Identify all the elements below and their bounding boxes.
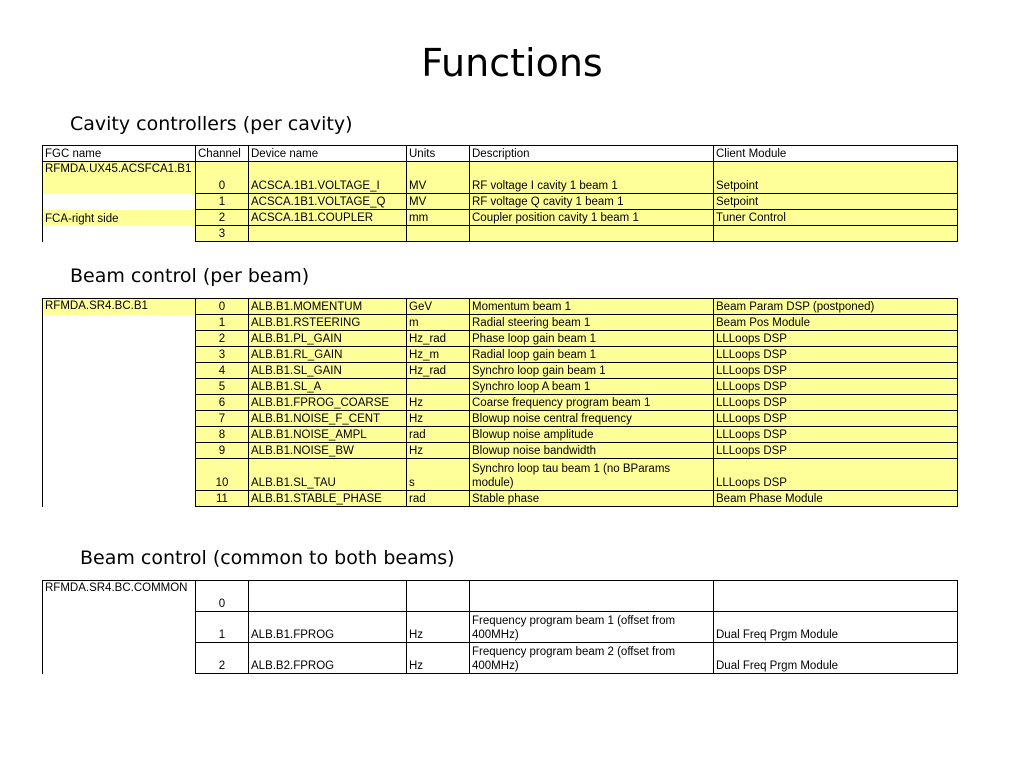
channel-cell: 6 xyxy=(196,395,249,411)
section-heading-beam-control-common: Beam control (common to both beams) xyxy=(80,547,455,569)
description-cell: Synchro loop tau beam 1 (no BParams module) xyxy=(470,459,714,491)
client-module-cell: LLLoops DSP xyxy=(714,347,958,363)
channel-cell: 0 xyxy=(196,581,249,612)
units-cell: Hz xyxy=(407,395,470,411)
client-module-cell: Dual Freq Prgm Module xyxy=(714,612,958,643)
channel-cell: 8 xyxy=(196,427,249,443)
description-cell: Phase loop gain beam 1 xyxy=(470,331,714,347)
units-cell: Hz_m xyxy=(407,347,470,363)
description-cell: Radial loop gain beam 1 xyxy=(470,347,714,363)
client-module-cell xyxy=(714,226,958,242)
header-cell-channel: Channel xyxy=(196,146,249,162)
description-cell: Coupler position cavity 1 beam 1 xyxy=(470,210,714,226)
table-row xyxy=(43,459,958,491)
description-cell: Radial steering beam 1 xyxy=(470,315,714,331)
device-name-cell: ALB.B1.SL_TAU xyxy=(249,459,407,491)
table-row xyxy=(43,194,958,210)
table-row xyxy=(43,427,958,443)
table-row xyxy=(43,363,958,379)
units-cell: Hz_rad xyxy=(407,363,470,379)
fgc-name-cell xyxy=(43,226,196,242)
description-cell xyxy=(470,226,714,242)
fgc-name-cell xyxy=(43,315,196,331)
channel-cell: 10 xyxy=(196,459,249,491)
beam-control-common-table xyxy=(42,580,958,674)
slide-title: Functions xyxy=(421,41,603,85)
table-row xyxy=(43,379,958,395)
description-cell: Coarse frequency program beam 1 xyxy=(470,395,714,411)
units-cell: rad xyxy=(407,427,470,443)
description-cell xyxy=(470,581,714,612)
client-module-cell xyxy=(714,581,958,612)
description-cell: Frequency program beam 2 (offset from 400MHz) xyxy=(470,643,714,674)
units-cell: rad xyxy=(407,491,470,507)
channel-cell: 7 xyxy=(196,411,249,427)
table-row xyxy=(43,162,958,194)
device-name-cell: ALB.B2.FPROG xyxy=(249,643,407,674)
fgc-name-cell: FCA-right side xyxy=(43,210,196,226)
description-cell: Blowup noise amplitude xyxy=(470,427,714,443)
fgc-name-cell xyxy=(43,443,196,459)
description-cell: Synchro loop gain beam 1 xyxy=(470,363,714,379)
fgc-name-cell xyxy=(43,347,196,363)
client-module-cell: Dual Freq Prgm Module xyxy=(714,643,958,674)
device-name-cell: ALB.B1.SL_GAIN xyxy=(249,363,407,379)
client-module-cell: LLLoops DSP xyxy=(714,443,958,459)
fgc-name-cell xyxy=(43,411,196,427)
beam-control-per-beam-table xyxy=(42,298,958,507)
fgc-name-cell xyxy=(43,363,196,379)
units-cell xyxy=(407,379,470,395)
fgc-name-cell xyxy=(43,643,196,674)
table-row xyxy=(43,491,958,507)
section-heading-cavity-controllers: Cavity controllers (per cavity) xyxy=(70,113,353,135)
table-row xyxy=(43,210,958,226)
units-cell: Hz xyxy=(407,443,470,459)
device-name-cell xyxy=(249,581,407,612)
channel-cell: 2 xyxy=(196,210,249,226)
units-cell: Hz xyxy=(407,643,470,674)
device-name-cell: ACSCA.1B1.VOLTAGE_I xyxy=(249,162,407,194)
header-cell-device-name: Device name xyxy=(249,146,407,162)
table-row xyxy=(43,411,958,427)
fgc-name-cell: RFMDA.SR4.BC.COMMON xyxy=(43,581,196,612)
fgc-name-cell xyxy=(43,194,196,210)
client-module-cell: LLLoops DSP xyxy=(714,411,958,427)
units-cell: GeV xyxy=(407,299,470,315)
table-row xyxy=(43,581,958,612)
channel-cell: 2 xyxy=(196,331,249,347)
units-cell: m xyxy=(407,315,470,331)
client-module-cell: LLLoops DSP xyxy=(714,395,958,411)
units-cell: Hz_rad xyxy=(407,331,470,347)
channel-cell: 3 xyxy=(196,347,249,363)
client-module-cell: LLLoops DSP xyxy=(714,379,958,395)
fgc-name-cell: RFMDA.SR4.BC.B1 xyxy=(43,299,196,315)
device-name-cell xyxy=(249,226,407,242)
table-row xyxy=(43,643,958,674)
header-cell-description: Description xyxy=(470,146,714,162)
device-name-cell: ACSCA.1B1.COUPLER xyxy=(249,210,407,226)
fgc-name-cell xyxy=(43,612,196,643)
device-name-cell: ALB.B1.FPROG_COARSE xyxy=(249,395,407,411)
description-cell: Stable phase xyxy=(470,491,714,507)
units-cell: MV xyxy=(407,194,470,210)
description-cell: Blowup noise bandwidth xyxy=(470,443,714,459)
device-name-cell: ALB.B1.SL_A xyxy=(249,379,407,395)
table-row xyxy=(43,299,958,315)
device-name-cell: ALB.B1.MOMENTUM xyxy=(249,299,407,315)
table-row xyxy=(43,331,958,347)
fgc-name-cell xyxy=(43,395,196,411)
table-row xyxy=(43,443,958,459)
channel-cell: 0 xyxy=(196,299,249,315)
channel-cell: 2 xyxy=(196,643,249,674)
fgc-name-cell xyxy=(43,459,196,491)
table-row xyxy=(43,226,958,242)
channel-cell: 4 xyxy=(196,363,249,379)
client-module-cell: Beam Pos Module xyxy=(714,315,958,331)
description-cell: Synchro loop A beam 1 xyxy=(470,379,714,395)
fgc-name-cell xyxy=(43,427,196,443)
units-cell: s xyxy=(407,459,470,491)
description-cell: RF voltage I cavity 1 beam 1 xyxy=(470,162,714,194)
units-cell: mm xyxy=(407,210,470,226)
units-cell xyxy=(407,226,470,242)
device-name-cell: ALB.B1.RSTEERING xyxy=(249,315,407,331)
channel-cell: 1 xyxy=(196,315,249,331)
table-row xyxy=(43,395,958,411)
channel-cell: 3 xyxy=(196,226,249,242)
header-cell-units: Units xyxy=(407,146,470,162)
device-name-cell: ALB.B1.RL_GAIN xyxy=(249,347,407,363)
units-cell: MV xyxy=(407,162,470,194)
header-cell-client-module: Client Module xyxy=(714,146,958,162)
channel-cell: 0 xyxy=(196,162,249,194)
client-module-cell: LLLoops DSP xyxy=(714,459,958,491)
table-row xyxy=(43,347,958,363)
client-module-cell: LLLoops DSP xyxy=(714,363,958,379)
channel-cell: 1 xyxy=(196,612,249,643)
fgc-name-cell xyxy=(43,331,196,347)
description-cell: Frequency program beam 1 (offset from 400MHz) xyxy=(470,612,714,643)
description-cell: Blowup noise central frequency xyxy=(470,411,714,427)
table-row xyxy=(43,315,958,331)
device-name-cell: ALB.B1.PL_GAIN xyxy=(249,331,407,347)
table-header-row xyxy=(43,146,958,162)
device-name-cell: ALB.B1.NOISE_AMPL xyxy=(249,427,407,443)
device-name-cell: ALB.B1.NOISE_BW xyxy=(249,443,407,459)
device-name-cell: ALB.B1.FPROG xyxy=(249,612,407,643)
client-module-cell: Setpoint xyxy=(714,162,958,194)
channel-cell: 5 xyxy=(196,379,249,395)
units-cell xyxy=(407,581,470,612)
client-module-cell: Setpoint xyxy=(714,194,958,210)
units-cell: Hz xyxy=(407,411,470,427)
channel-cell: 9 xyxy=(196,443,249,459)
table-row xyxy=(43,612,958,643)
device-name-cell: ALB.B1.STABLE_PHASE xyxy=(249,491,407,507)
client-module-cell: Beam Phase Module xyxy=(714,491,958,507)
fgc-name-cell xyxy=(43,379,196,395)
cavity-controllers-table xyxy=(42,145,958,242)
device-name-cell: ACSCA.1B1.VOLTAGE_Q xyxy=(249,194,407,210)
client-module-cell: Beam Param DSP (postponed) xyxy=(714,299,958,315)
channel-cell: 11 xyxy=(196,491,249,507)
description-cell: Momentum beam 1 xyxy=(470,299,714,315)
device-name-cell: ALB.B1.NOISE_F_CENT xyxy=(249,411,407,427)
description-cell: RF voltage Q cavity 1 beam 1 xyxy=(470,194,714,210)
units-cell: Hz xyxy=(407,612,470,643)
fgc-name-cell: RFMDA.UX45.ACSFCA1.B1 xyxy=(43,162,196,194)
client-module-cell: Tuner Control xyxy=(714,210,958,226)
client-module-cell: LLLoops DSP xyxy=(714,427,958,443)
client-module-cell: LLLoops DSP xyxy=(714,331,958,347)
header-cell-fgc-name: FGC name xyxy=(43,146,196,162)
section-heading-beam-control-per-beam: Beam control (per beam) xyxy=(70,265,310,287)
fgc-name-cell xyxy=(43,491,196,507)
channel-cell: 1 xyxy=(196,194,249,210)
